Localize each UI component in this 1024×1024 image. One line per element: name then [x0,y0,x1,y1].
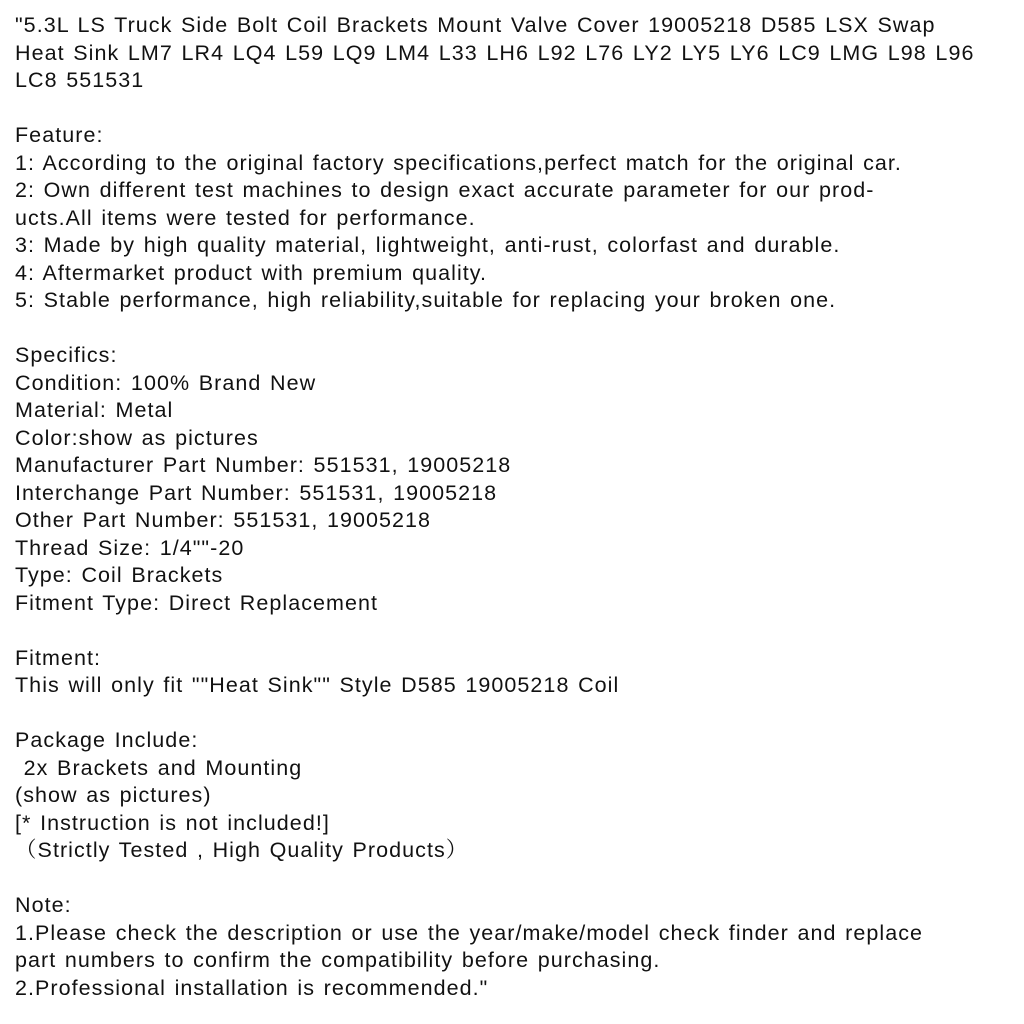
text-line: Condition: 100% Brand New [15,370,317,395]
text-line: Fitment Type: Direct Replacement [15,590,379,615]
text-line: 2x Brackets and Mounting [15,755,303,780]
text-line: Type: Coil Brackets [15,563,224,587]
text-line: Material: Metal [15,398,174,422]
text-line: 2.Professional installation is recommended." [15,975,489,1000]
text-line: Note: [15,893,72,917]
section-fitment [15,645,1018,700]
text-line: LC8 551531 [15,68,145,92]
text-line: (show as pictures) [15,783,212,807]
text-line: This will only fit ""Heat Sink"" Style D585 19005218 Coil [15,673,620,697]
text-line: Package Include: [15,728,199,752]
section-note [15,892,1018,1002]
text-line: 3: Made by high quality material, lightweight, anti-rust, colorfast and durable. [15,233,841,257]
text-line: 2: Own different test machines to design exact accurate parameter for our prod- [15,178,875,202]
section-feature [15,122,1018,315]
section-title [15,12,1018,95]
text-line: 1.Please check the description or use the year/make/model check finder and replace [15,920,924,945]
text-line: Thread Size: 1/4""-20 [15,535,245,560]
text-line: Feature: [15,123,104,147]
text-line: Manufacturer Part Number: 551531, 19005218 [15,453,512,477]
section-package-include [15,727,1018,865]
text-line: 4: Aftermarket product with premium quality. [15,260,488,285]
text-line: Fitment: [15,645,102,670]
text-line: Other Part Number: 551531, 19005218 [15,508,432,532]
text-line: Color:show as pictures [15,425,259,450]
text-line: [* Instruction is not included!] [15,810,330,835]
section-specifics [15,342,1018,617]
text-line: "5.3L LS Truck Side Bolt Coil Brackets Mount Valve Cover 19005218 D585 LSX Swap [15,13,936,37]
text-line: （Strictly Tested , High Quality Products） [15,838,469,862]
text-line: Interchange Part Number: 551531, 19005218 [15,480,498,505]
text-line: ucts.All items were tested for performance. [15,205,476,230]
text-line: part numbers to confirm the compatibility before purchasing. [15,948,661,972]
text-line: 5: Stable performance, high reliability,suitable for replacing your broken one. [15,288,837,312]
text-line: Specifics: [15,343,118,367]
text-line: 1: According to the original factory specifications,perfect match for the original car. [15,150,902,175]
text-line: Heat Sink LM7 LR4 LQ4 L59 LQ9 LM4 L33 LH6 L92 L76 LY2 LY5 LY6 LC9 LMG L98 L96 [15,40,975,65]
